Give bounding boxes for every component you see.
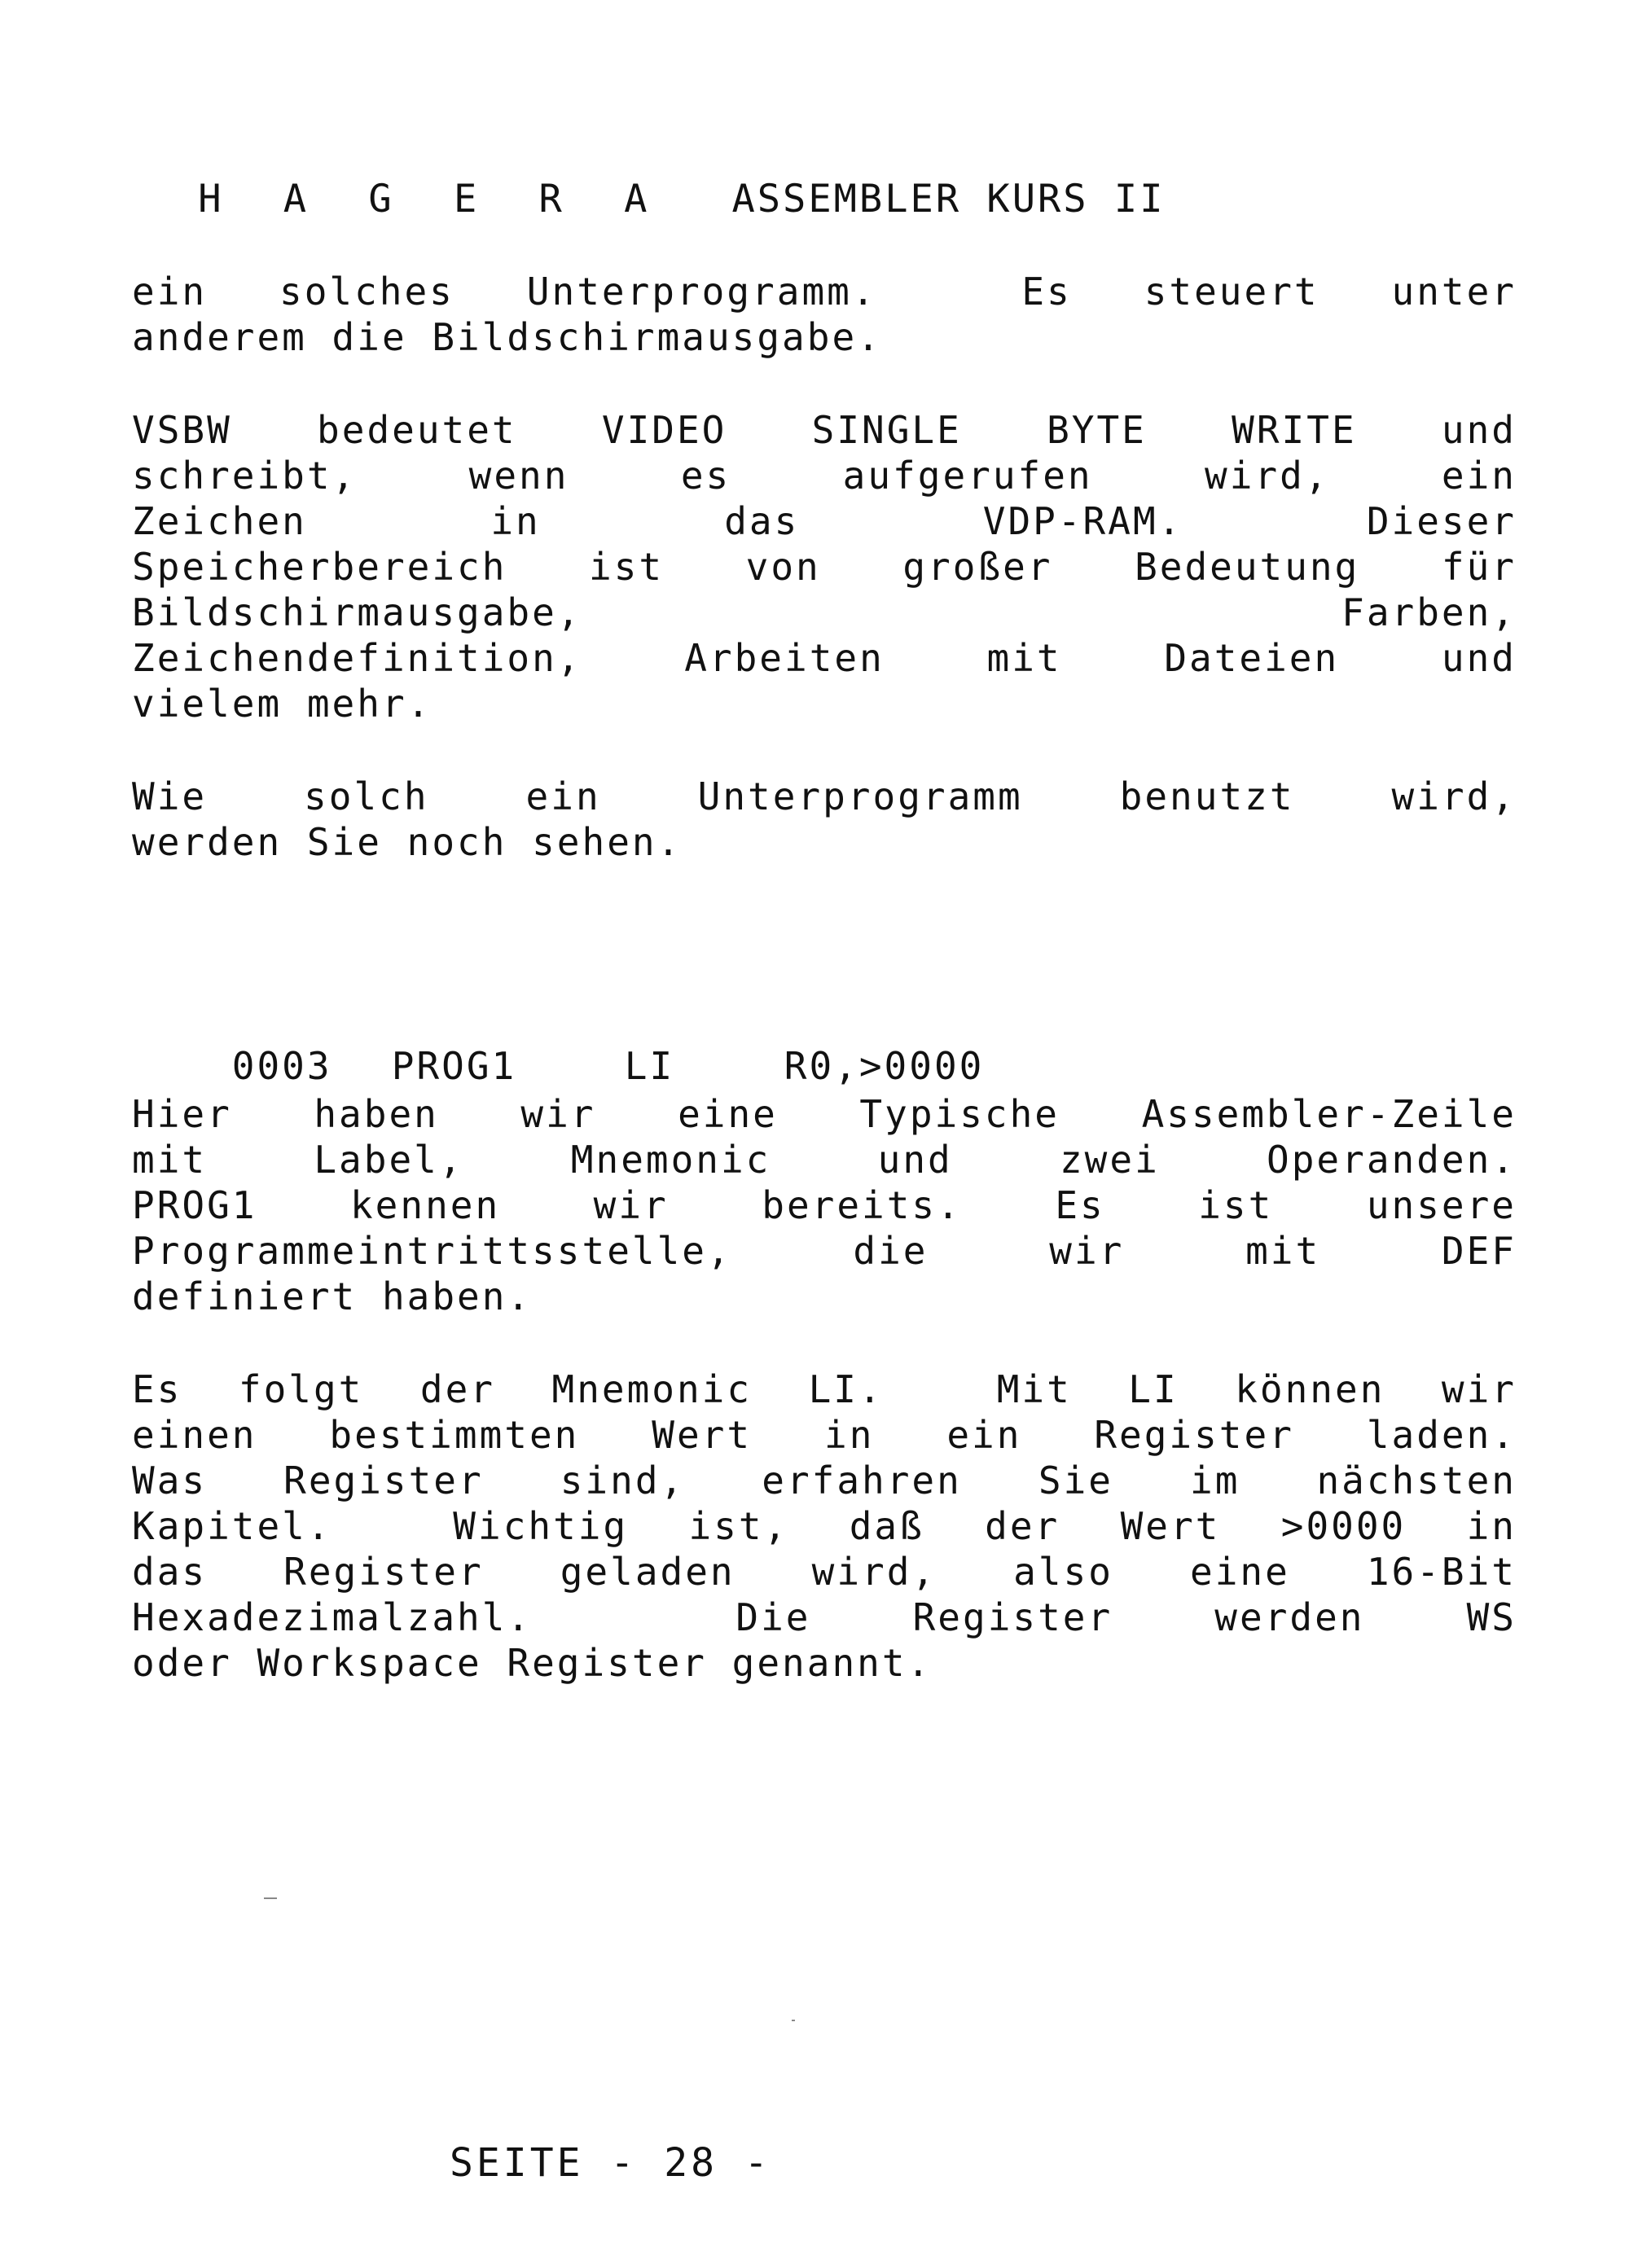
page-number: SEITE - 28 - — [450, 2140, 771, 2186]
text-line: einen bestimmten Wert in ein Register laden. — [132, 1413, 1517, 1457]
text-line: VSBW bedeutet VIDEO SINGLE BYTE WRITE und — [132, 408, 1517, 452]
text-line: Kapitel. Wichtig ist, daß der Wert >0000 in — [132, 1504, 1517, 1548]
paragraph-3 — [132, 774, 1517, 865]
text-line: Speicherbereich ist von großer Bedeutung für — [132, 545, 1517, 589]
text-line: vielem mehr. — [132, 682, 432, 726]
header-brand: H A G E R A — [198, 177, 667, 222]
text-line: werden Sie noch sehen. — [132, 820, 683, 864]
text-line: ein solches Unterprogramm. Es steuert unter — [132, 270, 1517, 314]
text-line: schreibt, wenn es aufgerufen wird, ein — [132, 454, 1517, 498]
code-mnemonic: LI — [624, 1044, 675, 1088]
text-line: Zeichen in das VDP-RAM. Dieser — [132, 499, 1517, 543]
code-label: PROG1 — [391, 1044, 517, 1088]
text-line: Wie solch ein Unterprogramm benutzt wird, — [132, 774, 1517, 818]
text-line: das Register geladen wird, also eine 16-Bit — [132, 1550, 1517, 1594]
text-line: Bildschirmausgabe, Farben, — [132, 590, 1517, 634]
paragraph-5 — [132, 1367, 1517, 1686]
text-line: Was Register sind, erfahren Sie im nächsten — [132, 1459, 1517, 1502]
text-line: Hexadezimalzahl. Die Register werden WS — [132, 1595, 1517, 1639]
text-line: Programmeintrittsstelle, die wir mit DEF — [132, 1229, 1517, 1273]
text-line: definiert haben. — [132, 1274, 533, 1318]
header-title: ASSEMBLER KURS II — [731, 177, 1166, 222]
scan-speck — [264, 1897, 277, 1899]
text-line: Hier haben wir eine Typische Assembler-Zeile — [132, 1092, 1517, 1136]
page-header — [96, 132, 1166, 266]
paragraph-4 — [132, 1091, 1517, 1319]
text-line: Es folgt der Mnemonic LI. Mit LI können wir — [132, 1367, 1517, 1411]
scan-speck — [792, 2020, 795, 2021]
text-line: Zeichendefinition, Arbeiten mit Dateien und — [132, 636, 1517, 680]
text-line: anderem die Bildschirmausgabe. — [132, 315, 882, 359]
text-line: mit Label, Mnemonic und zwei Operanden. — [132, 1138, 1517, 1182]
paragraph-2 — [132, 407, 1517, 726]
code-address: 0003 — [231, 1044, 332, 1088]
code-operands: R0,>0000 — [784, 1044, 985, 1088]
paragraph-1 — [132, 269, 1517, 360]
text-line: oder Workspace Register genannt. — [132, 1641, 933, 1685]
text-line: PROG1 kennen wir bereits. Es ist unsere — [132, 1183, 1517, 1227]
